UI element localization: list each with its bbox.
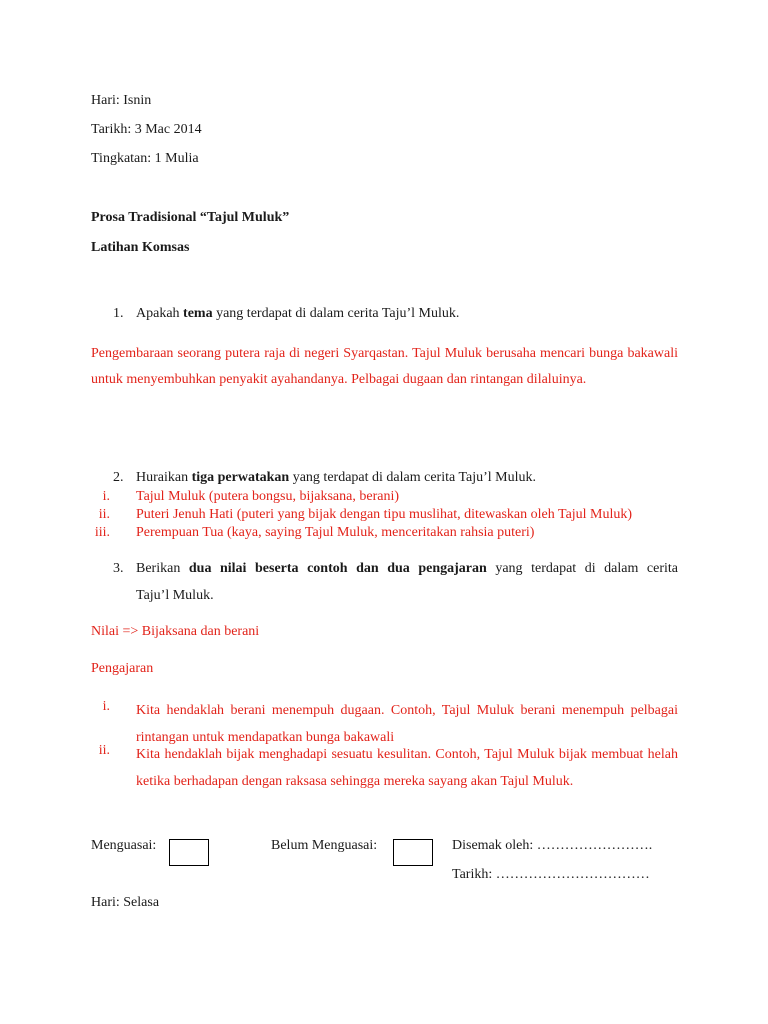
belum-menguasai-checkbox[interactable] — [393, 839, 433, 866]
q2-item-1: Tajul Muluk (putera bongsu, bijaksana, berani) — [136, 489, 400, 504]
tarikh-line: Tarikh: 3 Mac 2014 — [91, 122, 202, 137]
next-hari-line: Hari: Selasa — [91, 895, 160, 910]
q1-question: Apakah tema yang terdapat di dalam cerita Taju’l Muluk. — [136, 306, 460, 321]
belum-menguasai-label: Belum Menguasai: — [271, 838, 378, 853]
hari-line: Hari: Isnin — [91, 93, 152, 108]
q2-item-2: Puteri Jenuh Hati (puteri yang bijak dengan tipu muslihat, ditewaskan oleh Tajul Muluk) — [136, 507, 633, 522]
prosa-title: Prosa Tradisional “Tajul Muluk” — [91, 210, 290, 225]
pengajaran-item-1: Kita hendaklah berani menempuh dugaan. Contoh, Tajul Muluk berani menempuh pelbagai rintangan untuk mendapatkan bunga bakawali — [136, 703, 678, 745]
q1-answer: Pengembaraan seorang putera raja di negeri Syarqastan. Tajul Muluk berusaha mencari bunga bakawali untuk menyembuhkan penyakit ayahandanya. Pelbagai dugaan dan rintangan dilaluinya. — [91, 346, 678, 387]
pengajaran-item-2-num: ii. — [98, 743, 110, 758]
disemak-oleh: Disemak oleh: ……………………. — [452, 838, 653, 853]
menguasai-label: Menguasai: — [91, 838, 157, 853]
latihan-title: Latihan Komsas — [91, 240, 190, 255]
q2-item-3: Perempuan Tua (kaya, saying Tajul Muluk, menceritakan rahsia puteri) — [136, 525, 535, 540]
pengajaran-item-1-num: i. — [102, 699, 110, 714]
q3-question-line2: Taju’l Muluk. — [136, 588, 214, 603]
pengajaran-label: Pengajaran — [91, 661, 154, 676]
menguasai-checkbox[interactable] — [169, 839, 209, 866]
q2-item-1-num: i. — [102, 489, 110, 504]
q2-item-2-num: ii. — [98, 507, 110, 522]
nilai-answer: Nilai => Bijaksana dan berani — [91, 624, 260, 639]
q3-number: 3. — [113, 561, 124, 576]
q2-question: Huraikan tiga perwatakan yang terdapat di dalam cerita Taju’l Muluk. — [136, 470, 537, 485]
footer-tarikh: Tarikh: …………………………… — [452, 867, 650, 882]
q2-item-3-num: iii. — [94, 525, 110, 540]
pengajaran-item-2: Kita hendaklah bijak menghadapi sesuatu kesulitan. Contoh, Tajul Muluk bijak membuat helah ketika berhadapan dengan raksasa sehingga mereka sayang akan Tajul Muluk. — [136, 747, 678, 789]
q1-number: 1. — [113, 306, 124, 321]
q3-question: Berikan dua nilai beserta contoh dan dua pengajaran yang terdapat di dalam cerita — [136, 561, 678, 576]
tingkatan-line: Tingkatan: 1 Mulia — [91, 151, 199, 166]
q2-number: 2. — [113, 470, 124, 485]
